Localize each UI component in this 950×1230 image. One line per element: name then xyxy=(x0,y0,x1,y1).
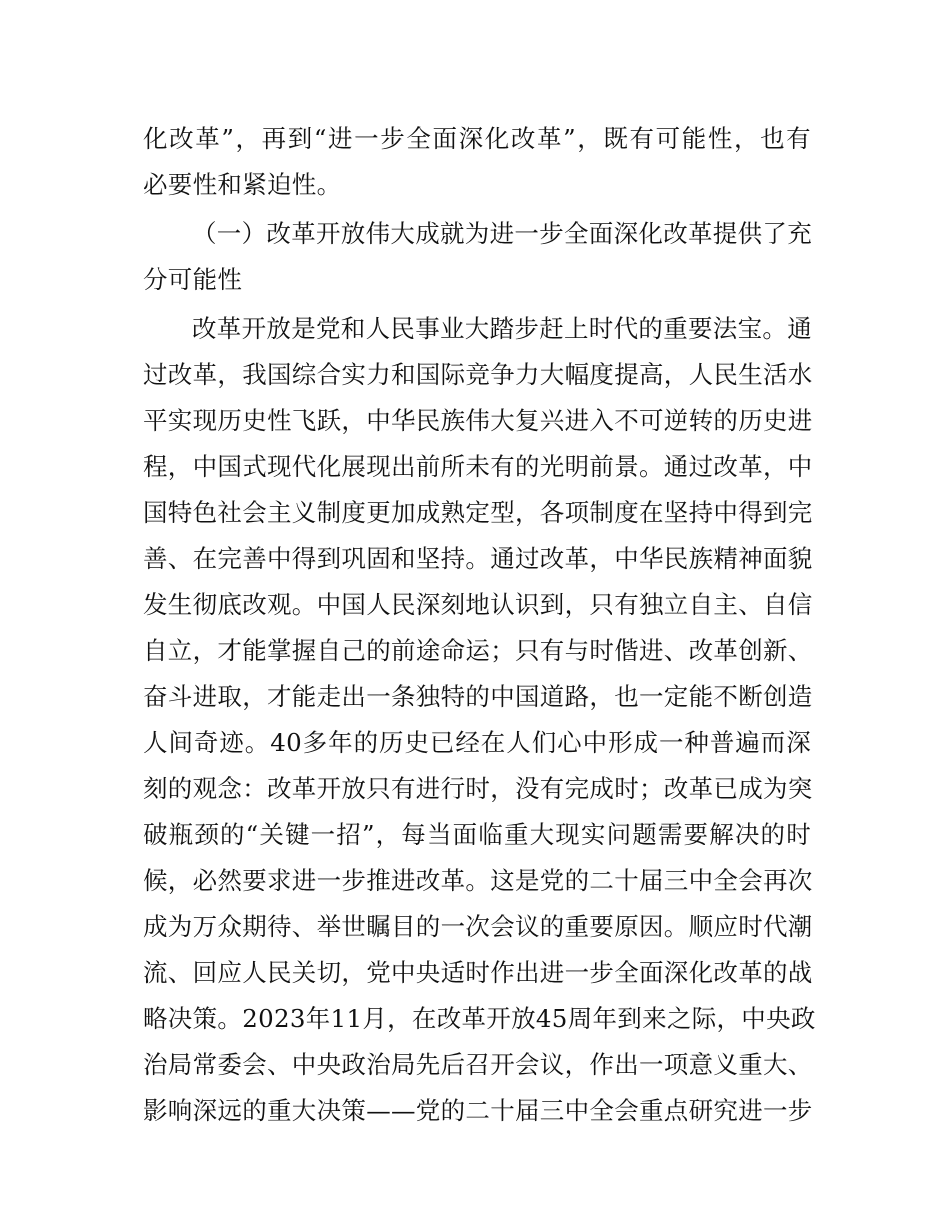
text-line: 成为万众期待、举世瞩目的一次会议的重要原因。顺应时代潮 xyxy=(143,912,813,941)
text-line: 化改革”，再到“进一步全面深化改革”，既有可能性，也有 xyxy=(143,124,811,153)
text-line: 流、回应人民关切，党中央适时作出进一步全面深化改革的战 xyxy=(143,958,813,987)
text-line: 影响深远的重大决策——党的二十届三中全会重点研究进一步 xyxy=(143,1096,813,1125)
text-line: 奋斗进取，才能走出一条独特的中国道路，也一定能不断创造 xyxy=(143,682,813,711)
text-line: 候，必然要求进一步推进改革。这是党的二十届三中全会再次 xyxy=(143,866,813,895)
text-line: 善、在完善中得到巩固和坚持。通过改革，中华民族精神面貌 xyxy=(143,544,813,573)
section-heading xyxy=(143,211,811,303)
text-line: 过改革，我国综合实力和国际竞争力大幅度提高，人民生活水 xyxy=(143,360,813,389)
text-line: 改革开放是党和人民事业大踏步赶上时代的重要法宝。通 xyxy=(192,314,812,343)
body-paragraph xyxy=(143,306,816,1134)
document-page xyxy=(143,116,816,1136)
text-line: 发生彻底改观。中国人民深刻地认识到，只有独立自主、自信 xyxy=(143,590,813,619)
text-line: 治局常委会、中央政治局先后召开会议，作出一项意义重大、 xyxy=(143,1050,813,1079)
text-line: 刻的观念：改革开放只有进行时，没有完成时；改革已成为突 xyxy=(143,774,813,803)
text-line: 国特色社会主义制度更加成熟定型，各项制度在坚持中得到完 xyxy=(143,498,813,527)
heading-line: 分可能性 xyxy=(143,265,243,294)
text-line: 必要性和紧迫性。 xyxy=(143,170,342,199)
text-line: 人间奇迹。40多年的历史已经在人们心中形成一种普遍而深 xyxy=(143,728,811,757)
text-line: 自立，才能掌握自己的前途命运；只有与时偕进、改革创新、 xyxy=(143,636,813,665)
text-line: 略决策。2023年11月，在改革开放45周年到来之际，中央政 xyxy=(143,1004,816,1033)
paragraph-continuation xyxy=(143,116,811,208)
text-line: 平实现历史性飞跃，中华民族伟大复兴进入不可逆转的历史进 xyxy=(143,406,813,435)
text-line: 程，中国式现代化展现出前所未有的光明前景。通过改革，中 xyxy=(143,452,813,481)
text-line: 破瓶颈的“关键一招”，每当面临重大现实问题需要解决的时 xyxy=(143,820,811,849)
heading-line: （一）改革开放伟大成就为进一步全面深化改革提供了充 xyxy=(192,219,812,248)
